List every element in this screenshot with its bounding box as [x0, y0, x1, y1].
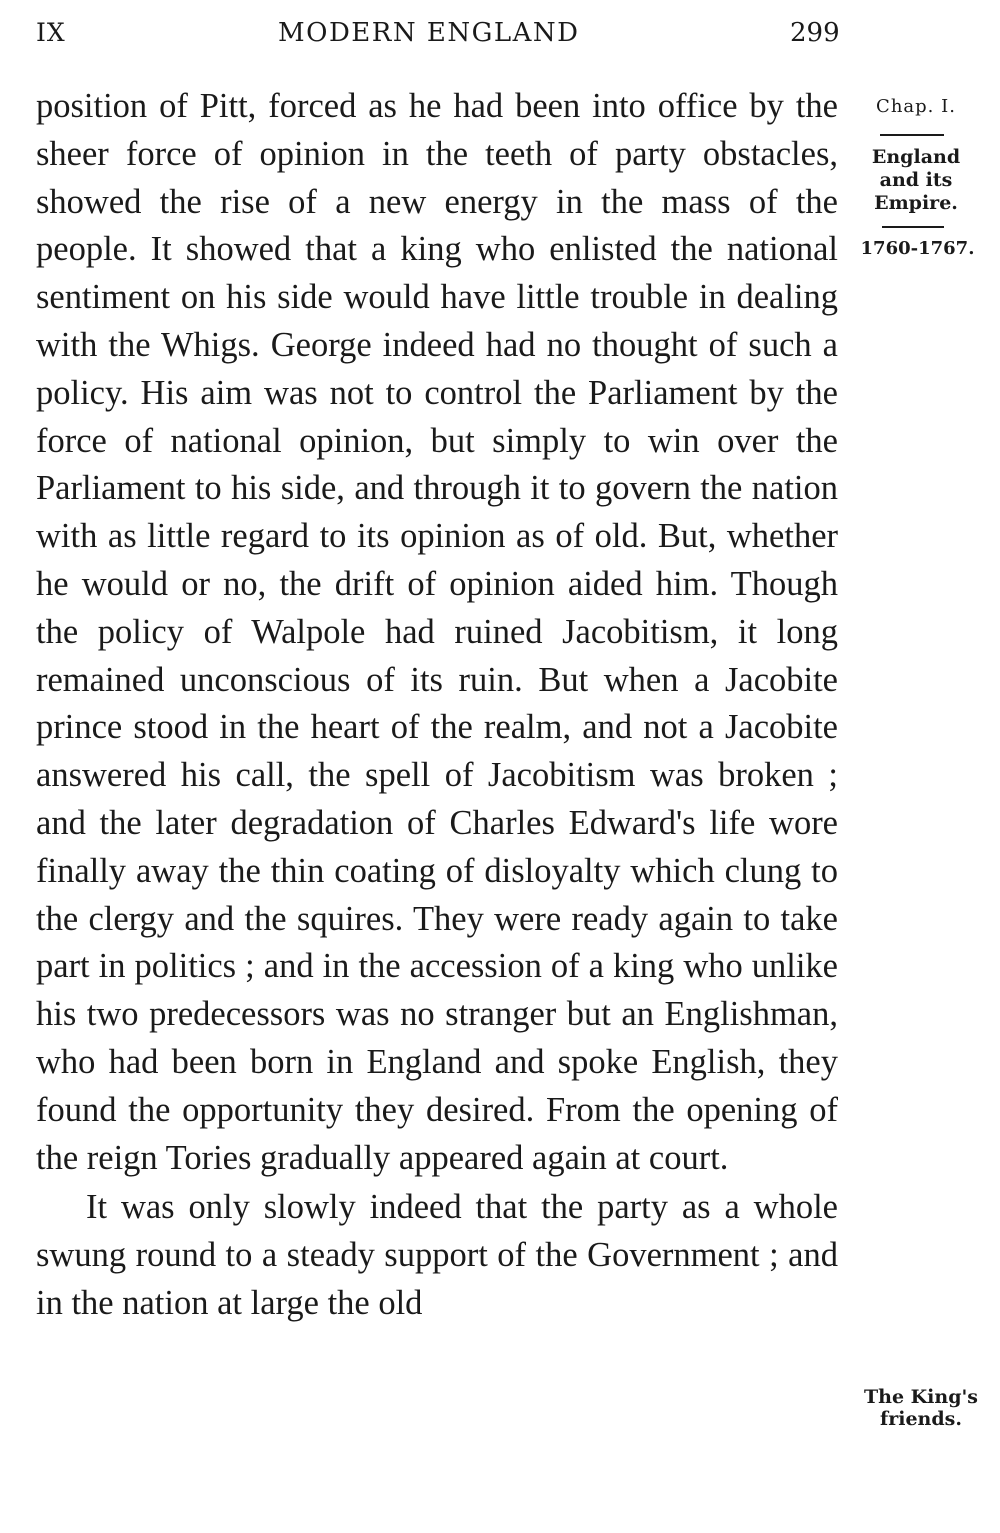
paragraph: position of Pitt, forced as he had been into office by the sheer force of opinion in the teeth of party obstacles, showed the rise of a new energy in the mass of the people. It showed that a king who enlisted the national sentiment on his side would have little trouble in dealing with the Whigs. George indeed had no thought of such a policy. His aim was not to control the Parliament by the force of national opinion, but simply to win over the Parliament to his side, and through it to govern the nation with as little regard to its opinion as of old. But, whether he would or no, the drift of opinion aided him. Though the policy of Walpole had ruined Jacobitism, it long remained unconscious of its ruin. But when a Jacobite prince stood in the heart of the realm, and not a Jacobite answered his call, the spell of Jacobitism was broken ; and the later degradation of Charles Edward's life wore finally away the thin coating of disloyalty which clung to the clergy and the squires. They were ready again to take part in politics ; and in the accession of a king who unlike his two predecessors was no stranger but an Englishman, who had been born in England and spoke English, they found the opportunity they desired. From the opening of the reign Tories gradually appeared again at court. [36, 87, 838, 1177]
running-title: MODERN ENGLAND [278, 18, 580, 48]
running-header [0, 14, 1000, 54]
body-text [36, 83, 838, 1328]
paragraph: It was only slowly indeed that the party as a whole swung round to a steady support of the Government ; and in the nation at large the old [36, 1188, 838, 1322]
page-number: 299 [790, 18, 840, 48]
margin-topic [860, 146, 972, 215]
margin-rule-bottom [882, 226, 944, 228]
sidenote-line: friends. [880, 1408, 962, 1430]
margin-topic-line: Empire. [874, 192, 958, 214]
chapter-number: IX [36, 18, 66, 47]
sidenote-line: The King's [864, 1386, 978, 1408]
margin-topic-line: and its [879, 169, 953, 191]
margin-chapter-label: Chap. I. [876, 96, 956, 117]
margin-topic-line: England [871, 146, 961, 168]
margin-dates: 1760-1767. [860, 238, 975, 259]
margin-rule-top [880, 134, 944, 136]
margin-sidenote-kings-friends [856, 1386, 986, 1430]
